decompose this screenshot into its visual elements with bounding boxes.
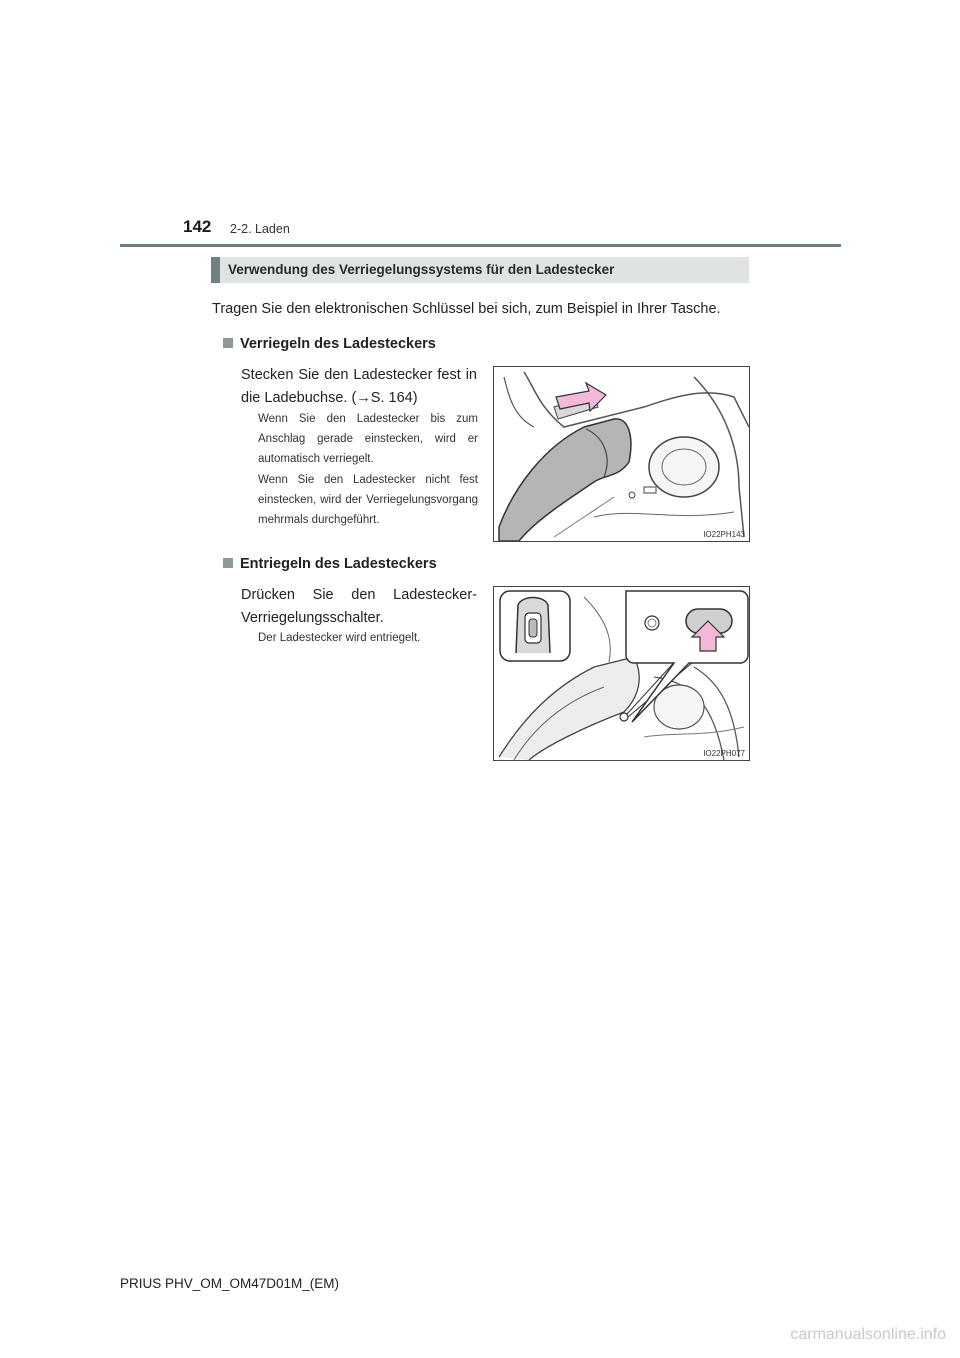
unlock-figure xyxy=(493,586,750,761)
chapter-title: 2-2. Laden xyxy=(230,222,290,236)
intro-paragraph: Tragen Sie den elektronischen Schlüssel bei sich, zum Beispiel in Ihrer Tasche. xyxy=(212,301,721,317)
page-number: 142 xyxy=(183,217,212,236)
square-bullet-icon xyxy=(223,338,233,348)
lock-heading-text: Verriegeln des Ladesteckers xyxy=(240,336,436,352)
lock-heading xyxy=(223,336,436,352)
unlock-step: Drücken Sie den Ladestecker-Verriegelungsschalter. xyxy=(241,587,477,626)
unlock-heading xyxy=(223,556,437,572)
lock-step: Stecken Sie den Ladestecker fest in die Ladebuchse. (→S. 164) xyxy=(241,367,477,406)
lock-note-1: Wenn Sie den Ladestecker bis zum Anschlag gerade einstecken, wird er automatisch verriegelt. xyxy=(258,413,478,465)
watermark: carmanualsonline.info xyxy=(790,1326,946,1343)
lock-figure xyxy=(493,366,750,542)
unlock-figure-code: IO22PH077 xyxy=(703,749,745,758)
unlock-switch-illustration xyxy=(494,587,749,760)
unlock-heading-text: Entriegeln des Ladesteckers xyxy=(240,556,437,572)
lock-note-2: Wenn Sie den Ladestecker nicht fest einstecken, wird der Verriegelungsvorgang mehrmals durchgeführt. xyxy=(258,474,478,526)
lock-figure-code: IO22PH143 xyxy=(703,530,745,539)
document-code: PRIUS PHV_OM_OM47D01M_(EM) xyxy=(120,1276,340,1291)
square-bullet-icon xyxy=(223,558,233,568)
header-rule xyxy=(120,244,841,247)
charging-plug-illustration xyxy=(494,367,749,541)
section-title: Verwendung des Verriegelungssystems für den Ladestecker xyxy=(211,257,749,283)
unlock-note: Der Ladestecker wird entriegelt. xyxy=(258,632,421,644)
